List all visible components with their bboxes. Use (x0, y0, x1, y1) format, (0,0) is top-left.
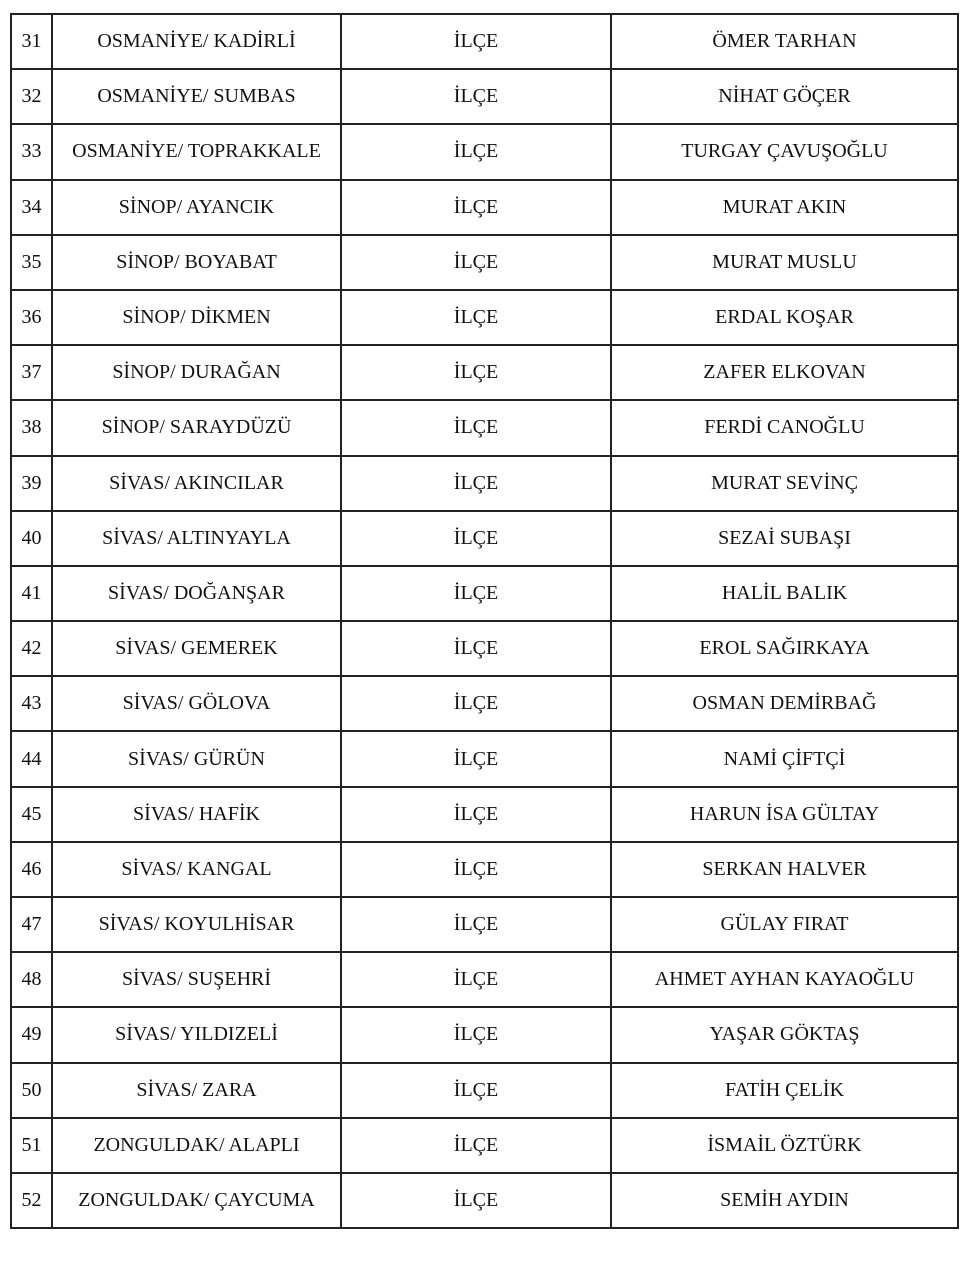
district-cell: OSMANİYE/ KADİRLİ (52, 14, 341, 69)
type-cell: İLÇE (341, 566, 611, 621)
type-cell: İLÇE (341, 456, 611, 511)
row-number: 35 (11, 235, 52, 290)
district-cell: SİNOP/ AYANCIK (52, 180, 341, 235)
table-row (11, 1007, 958, 1062)
type-cell: İLÇE (341, 787, 611, 842)
table-row (11, 897, 958, 952)
type-cell: İLÇE (341, 897, 611, 952)
type-cell: İLÇE (341, 952, 611, 1007)
row-number: 36 (11, 290, 52, 345)
type-cell: İLÇE (341, 400, 611, 455)
district-cell: SİVAS/ ALTINYAYLA (52, 511, 341, 566)
district-cell: SİVAS/ HAFİK (52, 787, 341, 842)
person-name-cell: NİHAT GÖÇER (611, 69, 958, 124)
row-number: 33 (11, 124, 52, 179)
district-cell: SİVAS/ ZARA (52, 1063, 341, 1118)
table-row (11, 952, 958, 1007)
type-cell: İLÇE (341, 1118, 611, 1173)
person-name-cell: OSMAN DEMİRBAĞ (611, 676, 958, 731)
district-cell: OSMANİYE/ TOPRAKKALE (52, 124, 341, 179)
district-cell: SİVAS/ KANGAL (52, 842, 341, 897)
district-cell: SİVAS/ SUŞEHRİ (52, 952, 341, 1007)
table-row (11, 345, 958, 400)
table-row (11, 1118, 958, 1173)
district-cell: SİNOP/ BOYABAT (52, 235, 341, 290)
district-cell: SİNOP/ DİKMEN (52, 290, 341, 345)
district-cell: SİVAS/ GEMEREK (52, 621, 341, 676)
table-row (11, 566, 958, 621)
row-number: 48 (11, 952, 52, 1007)
person-name-cell: MURAT AKIN (611, 180, 958, 235)
table-row (11, 235, 958, 290)
person-name-cell: NAMİ ÇİFTÇİ (611, 731, 958, 786)
person-name-cell: GÜLAY FIRAT (611, 897, 958, 952)
district-cell: SİVAS/ AKINCILAR (52, 456, 341, 511)
table-row (11, 842, 958, 897)
person-name-cell: FERDİ CANOĞLU (611, 400, 958, 455)
table-row (11, 787, 958, 842)
table-row (11, 731, 958, 786)
table-row (11, 456, 958, 511)
district-cell: OSMANİYE/ SUMBAS (52, 69, 341, 124)
person-name-cell: AHMET AYHAN KAYAOĞLU (611, 952, 958, 1007)
type-cell: İLÇE (341, 124, 611, 179)
person-name-cell: HALİL BALIK (611, 566, 958, 621)
district-cell: SİNOP/ DURAĞAN (52, 345, 341, 400)
row-number: 40 (11, 511, 52, 566)
row-number: 37 (11, 345, 52, 400)
type-cell: İLÇE (341, 345, 611, 400)
type-cell: İLÇE (341, 511, 611, 566)
row-number: 47 (11, 897, 52, 952)
person-name-cell: ERDAL KOŞAR (611, 290, 958, 345)
district-cell: SİVAS/ KOYULHİSAR (52, 897, 341, 952)
row-number: 46 (11, 842, 52, 897)
district-cell: SİNOP/ SARAYDÜZÜ (52, 400, 341, 455)
row-number: 31 (11, 14, 52, 69)
table-row (11, 511, 958, 566)
district-cell: ZONGULDAK/ ÇAYCUMA (52, 1173, 341, 1228)
type-cell: İLÇE (341, 731, 611, 786)
type-cell: İLÇE (341, 69, 611, 124)
type-cell: İLÇE (341, 290, 611, 345)
row-number: 32 (11, 69, 52, 124)
row-number: 34 (11, 180, 52, 235)
row-number: 45 (11, 787, 52, 842)
person-name-cell: FATİH ÇELİK (611, 1063, 958, 1118)
person-name-cell: SEZAİ SUBAŞI (611, 511, 958, 566)
row-number: 38 (11, 400, 52, 455)
table-row (11, 69, 958, 124)
district-cell: SİVAS/ DOĞANŞAR (52, 566, 341, 621)
row-number: 51 (11, 1118, 52, 1173)
person-name-cell: TURGAY ÇAVUŞOĞLU (611, 124, 958, 179)
table-row (11, 1173, 958, 1228)
table-row (11, 1063, 958, 1118)
row-number: 43 (11, 676, 52, 731)
table-row (11, 180, 958, 235)
person-name-cell: ZAFER ELKOVAN (611, 345, 958, 400)
person-name-cell: SEMİH AYDIN (611, 1173, 958, 1228)
district-cell: SİVAS/ GÜRÜN (52, 731, 341, 786)
table-body (11, 14, 958, 1228)
row-number: 52 (11, 1173, 52, 1228)
table-row (11, 621, 958, 676)
type-cell: İLÇE (341, 1007, 611, 1062)
row-number: 41 (11, 566, 52, 621)
type-cell: İLÇE (341, 235, 611, 290)
type-cell: İLÇE (341, 1173, 611, 1228)
person-name-cell: EROL SAĞIRKAYA (611, 621, 958, 676)
person-name-cell: MURAT SEVİNÇ (611, 456, 958, 511)
table-row (11, 676, 958, 731)
row-number: 49 (11, 1007, 52, 1062)
row-number: 50 (11, 1063, 52, 1118)
row-number: 39 (11, 456, 52, 511)
row-number: 44 (11, 731, 52, 786)
person-name-cell: MURAT MUSLU (611, 235, 958, 290)
person-name-cell: ÖMER TARHAN (611, 14, 958, 69)
person-name-cell: HARUN İSA GÜLTAY (611, 787, 958, 842)
table-row (11, 124, 958, 179)
appointments-table (10, 13, 959, 1229)
type-cell: İLÇE (341, 621, 611, 676)
type-cell: İLÇE (341, 842, 611, 897)
row-number: 42 (11, 621, 52, 676)
person-name-cell: İSMAİL ÖZTÜRK (611, 1118, 958, 1173)
person-name-cell: YAŞAR GÖKTAŞ (611, 1007, 958, 1062)
district-cell: SİVAS/ GÖLOVA (52, 676, 341, 731)
type-cell: İLÇE (341, 180, 611, 235)
table-row (11, 400, 958, 455)
type-cell: İLÇE (341, 676, 611, 731)
district-cell: SİVAS/ YILDIZELİ (52, 1007, 341, 1062)
district-cell: ZONGULDAK/ ALAPLI (52, 1118, 341, 1173)
type-cell: İLÇE (341, 14, 611, 69)
person-name-cell: SERKAN HALVER (611, 842, 958, 897)
table-row (11, 14, 958, 69)
table-row (11, 290, 958, 345)
type-cell: İLÇE (341, 1063, 611, 1118)
